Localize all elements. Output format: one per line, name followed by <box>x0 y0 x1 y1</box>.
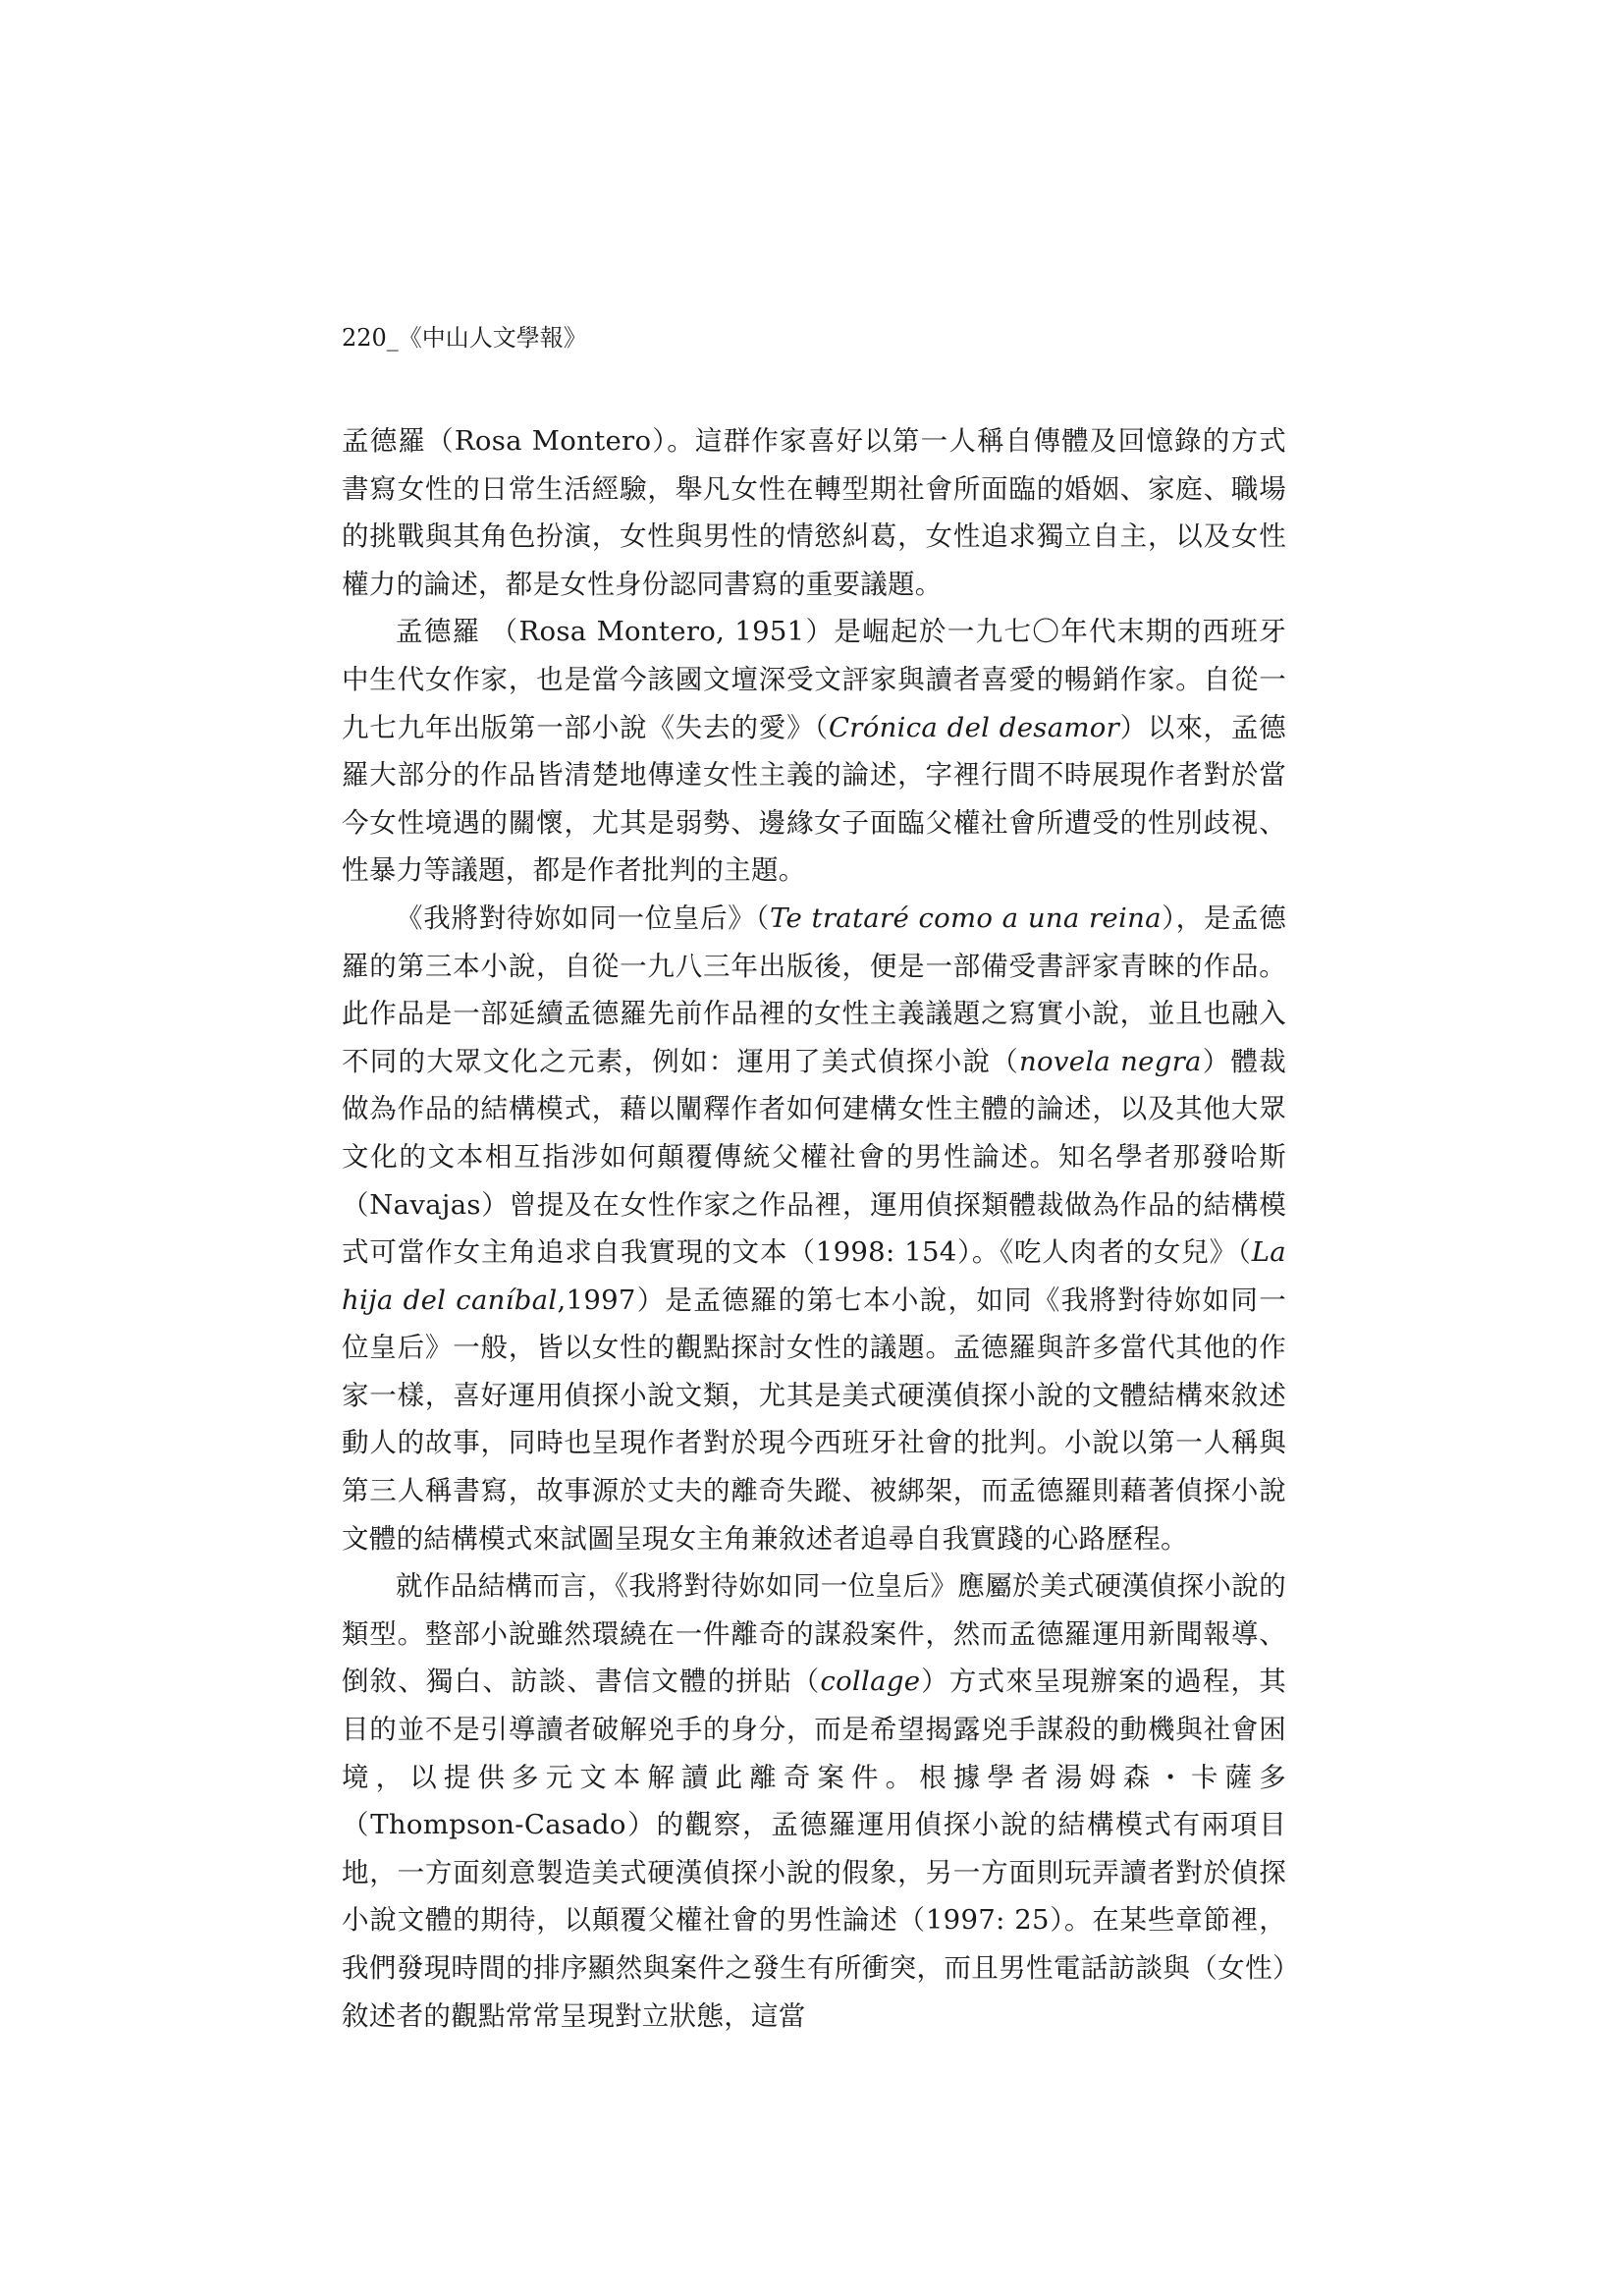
paragraph-4 <box>342 1562 1286 2040</box>
italic-title-text: Crónica del desamor <box>828 711 1120 743</box>
text-segment: 就作品結構而言，《我將對待妳如同一位皇后》應屬於美式硬漢偵探小說的類型。整部小說雖然環繞在一件離奇的謀殺案件，然而孟德羅運用新聞報導、倒敘、獨白、訪談、書信文體的拼貼（ <box>342 1570 1286 1698</box>
text-segment: ）方式來呈現辦案的過程，其目的並不是引導讀者破解兇手的身分，而是希望揭露兇手謀殺的動機與社會困境，以提供多元文本解讀此離奇案件。根據學者湯姆森・卡薩多（Thompson-Casado）的觀察，孟德羅運用偵探小說的結構模式有兩項目地，一方面刻意製造美式硬漢偵探小說的假象，另一方面則玩弄讀者對於偵探小說文體的期待，以顛覆父權社會的男性論述（1997: 25）。在某些章節裡，我們發現時間的排序顯然與案件之發生有所衝突，而且男性電話訪談與（女性）敘述者的觀點常常呈現對立狀態，這當 <box>342 1666 1286 2032</box>
text-segment: ）體裁做為作品的結構模式，藉以闡釋作者如何建構女性主體的論述，以及其他大眾文化的文本相互指涉如何顛覆傳統父權社會的男性論述。知名學者那發哈斯（Navajas）曾提及在女性作家之作品裡，運用偵探類體裁做為作品的結構模式可當作女主角追求自我實現的文本（1998: 154）。《吃人肉者的女兒》（ <box>342 1045 1287 1269</box>
paragraph-1 <box>342 417 1286 608</box>
running-head: 220_《中山人文學報》 <box>342 324 587 352</box>
text-segment: ），是孟德羅的第三本小說，自從一九八三年出版後，便是一部備受書評家青睞的作品。此作品是一部延續孟德羅先前作品裡的女性主義議題之寫實小說，並且也融入不同的大眾文化之元素，例如：運用了美式偵探小說（ <box>342 902 1287 1077</box>
text-segment: ）以來，孟德羅大部分的作品皆清楚地傳達女性主義的論述，字裡行間不時展現作者對於當今女性境遇的關懷，尤其是弱勢、邊緣女子面臨父權社會所遭受的性別歧視、性暴力等議題，都是作者批判的主題。 <box>342 711 1286 887</box>
paragraph-2 <box>342 608 1286 895</box>
paragraph-3 <box>342 895 1286 1562</box>
italic-title-text: collage <box>820 1666 921 1698</box>
italic-title-text: Te trataré como a una reina <box>769 902 1162 934</box>
italic-title-text: La hija del caníbal <box>342 1236 1286 1316</box>
italic-title-text: novela negra <box>1019 1045 1202 1077</box>
text-segment: 孟德羅 （Rosa Montero, 1951）是崛起於一九七〇年代末期的西班牙中生代女作家，也是當今該國文壇深受文評家與讀者喜愛的暢銷作家。自從一九七九年出版第一部小說《失去的愛》（ <box>342 616 1286 743</box>
text-segment: 《我將對待妳如同一位皇后》（ <box>396 902 770 934</box>
body-text <box>342 417 1286 2040</box>
text-segment: ,1997）是孟德羅的第七本小說，如同《我將對待妳如同一位皇后》一般，皆以女性的觀點探討女性的議題。孟德羅與許多當代其他的作家一樣，喜好運用偵探小說文類，尤其是美式硬漢偵探小說的文體結構來敘述動人的故事，同時也呈現作者對於現今西班牙社會的批判。小說以第一人稱與第三人稱書寫，故事源於丈夫的離奇失蹤、被綁架，而孟德羅則藉著偵探小說文體的結構模式來試圖呈現女主角兼敘述者追尋自我實踐的心路歷程。 <box>342 1284 1287 1555</box>
text-segment: 孟德羅（Rosa Montero）。這群作家喜好以第一人稱自傳體及回憶錄的方式書寫女性的日常生活經驗，舉凡女性在轉型期社會所面臨的婚姻、家庭、職場的挑戰與其角色扮演，女性與男性的情慾糾葛，女性追求獨立自主，以及女性權力的論述，都是女性身份認同書寫的重要議題。 <box>342 425 1286 600</box>
